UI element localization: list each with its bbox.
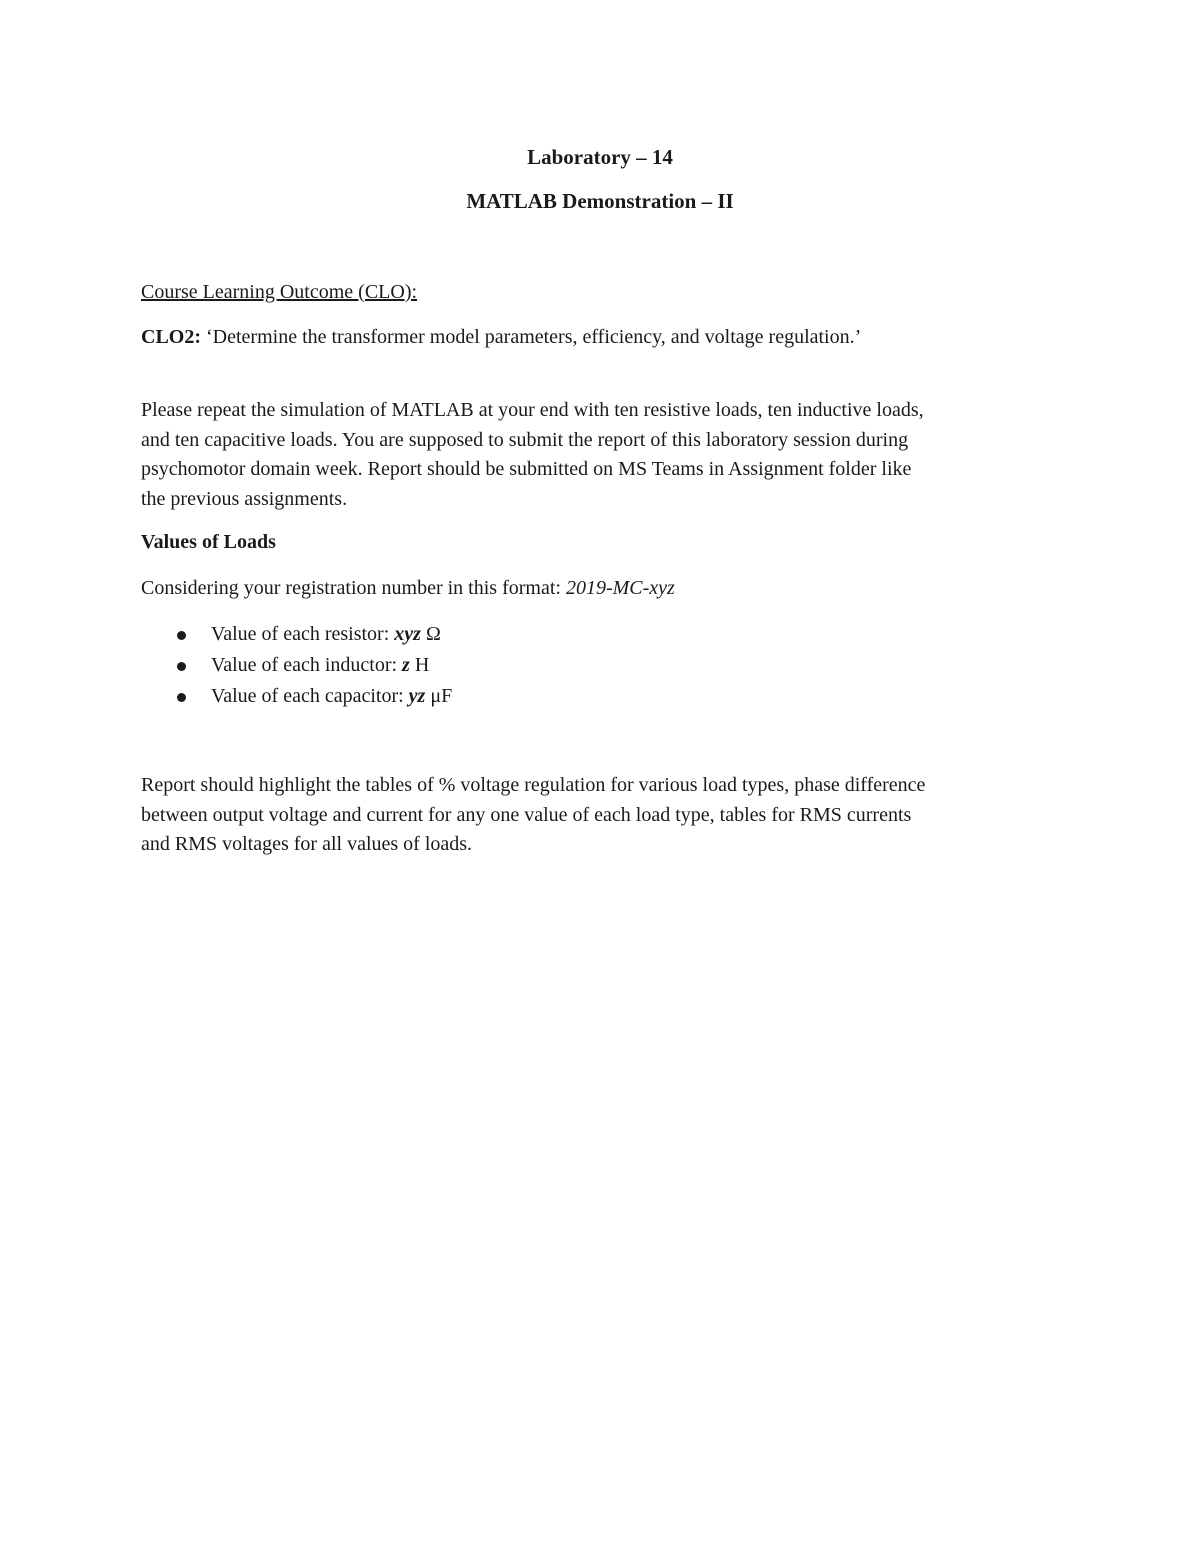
load-prefix: Value of each resistor:: [211, 623, 395, 645]
list-item-capacitor: [141, 682, 1041, 713]
intro-line: Please repeat the simulation of MATLAB at your end with ten resistive loads, ten inductive loads,: [141, 399, 924, 421]
load-variable: yz: [408, 685, 426, 707]
report-paragraph: [141, 771, 1061, 860]
clo-heading: Course Learning Outcome (CLO):: [141, 281, 418, 303]
lab-title: Laboratory – 14: [527, 145, 673, 169]
load-unit: H: [409, 654, 430, 676]
bullet-icon: [177, 662, 186, 671]
bullet-icon: [177, 631, 186, 640]
registration-format-prefix: Considering your registration number in this format:: [141, 577, 566, 599]
report-line: Report should highlight the tables of % voltage regulation for various load types, phase difference: [141, 774, 926, 796]
list-item-inductor: [141, 651, 1041, 682]
report-line: and RMS voltages for all values of loads.: [141, 833, 473, 855]
lab-subtitle: MATLAB Demonstration – II: [466, 189, 734, 213]
intro-line: psychomotor domain week. Report should be submitted on MS Teams in Assignment folder like: [141, 458, 912, 480]
load-variable: xyz: [394, 623, 421, 645]
intro-line: the previous assignments.: [141, 487, 348, 510]
load-variable: z: [402, 654, 410, 676]
registration-format: [141, 574, 1061, 604]
clo2-text: ‘Determine the transformer model parameters, efficiency, and voltage regulation.’: [201, 326, 862, 348]
bullet-icon: [177, 693, 186, 702]
list-item-resistor: [141, 620, 1041, 651]
clo2-statement: [141, 323, 1061, 353]
load-prefix: Value of each inductor:: [211, 654, 403, 676]
loads-heading: Values of Loads: [141, 531, 276, 553]
load-values-list: [141, 620, 1041, 713]
intro-paragraph: [141, 396, 1061, 514]
registration-format-value: 2019-MC-xyz: [565, 577, 675, 599]
intro-line: and ten capacitive loads. You are supposed to submit the report of this laboratory session during: [141, 428, 909, 451]
load-unit: μF: [425, 685, 453, 707]
load-prefix: Value of each capacitor:: [211, 685, 409, 707]
clo2-label: CLO2:: [141, 326, 201, 348]
report-line: between output voltage and current for any one value of each load type, tables for RMS currents: [141, 803, 912, 826]
load-unit: Ω: [420, 623, 441, 645]
